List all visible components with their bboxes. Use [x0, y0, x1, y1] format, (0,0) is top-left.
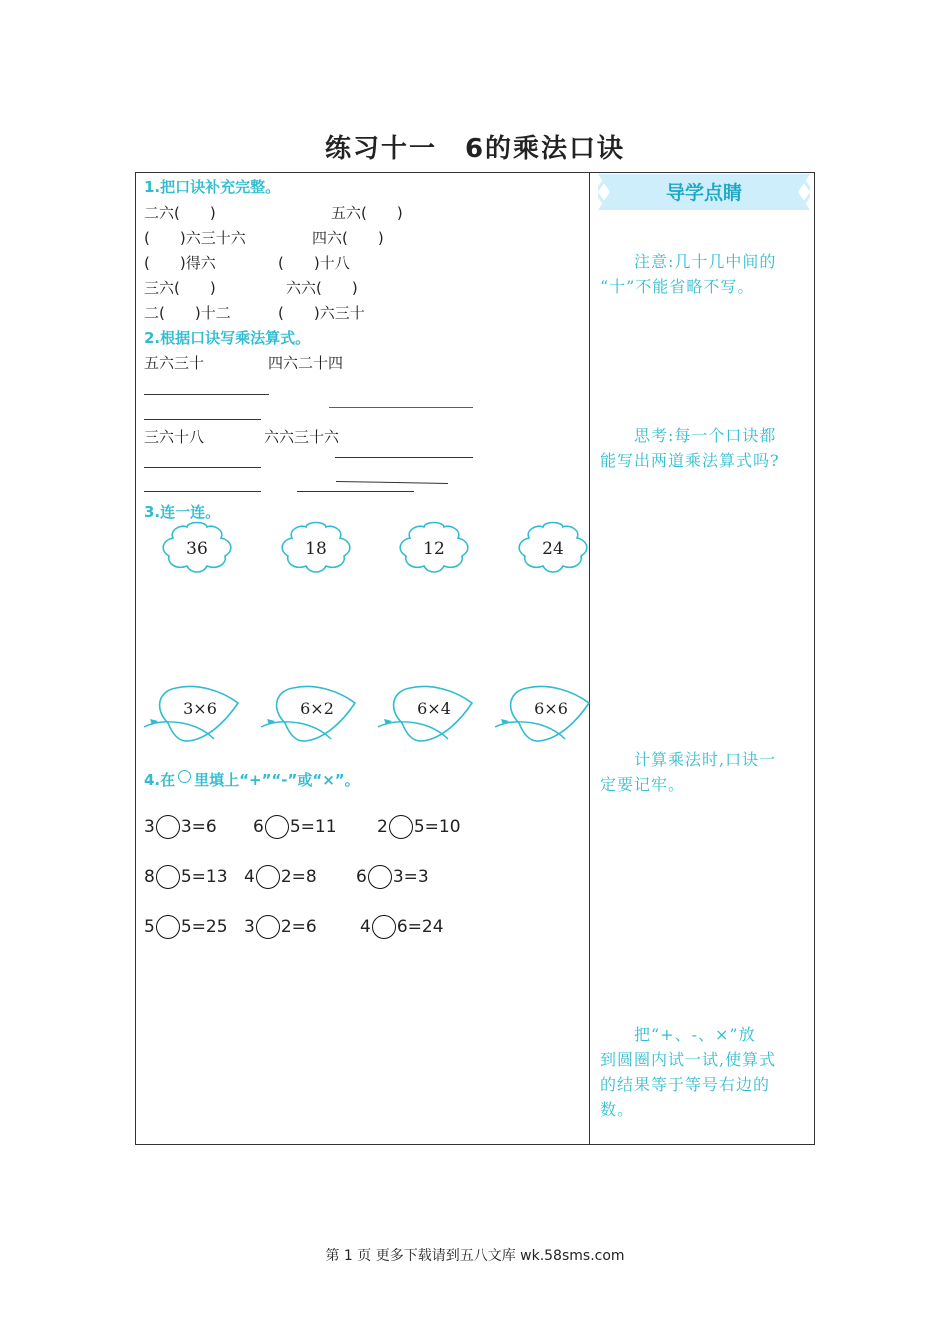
leaf-6x4[interactable] — [376, 683, 476, 745]
answer-line[interactable] — [144, 419, 261, 420]
q1-item: ( )得六 — [144, 254, 216, 272]
q4-equation — [144, 865, 228, 889]
q4-equation — [144, 915, 228, 939]
flower-number: 36 — [186, 539, 208, 559]
operator-circle[interactable] — [156, 815, 180, 839]
operator-circle[interactable] — [265, 815, 289, 839]
guide-note-line: 把“+、-、×”放 — [600, 1025, 756, 1044]
guide-note-line: 的结果等于等号右边的 — [600, 1075, 771, 1094]
flower-number: 24 — [542, 539, 564, 559]
operand: 3 — [244, 917, 255, 937]
equation-rest: 5=25 — [180, 917, 228, 937]
q1-item: 五六( ) — [331, 204, 403, 222]
q1-item: 三六( ) — [144, 279, 216, 297]
operand: 8 — [144, 867, 155, 887]
q2-heading: 2.根据口诀写乘法算式。 — [144, 329, 311, 347]
equation-rest: 6=24 — [396, 917, 444, 937]
q1-item: 四六( ) — [312, 229, 384, 247]
guide-banner-title: 导学点睛 — [665, 182, 743, 204]
q2-rhyme: 五六三十 — [144, 354, 205, 372]
q4-equation — [244, 865, 317, 889]
q1-item: 二( )十二 — [144, 304, 231, 322]
q4-heading-pre: 4.在 — [144, 771, 176, 789]
equation-rest: 5=13 — [180, 867, 228, 887]
leaf-6x2[interactable] — [259, 683, 359, 745]
q1-item: ( )六三十六 — [144, 229, 246, 247]
equation-rest: 3=6 — [180, 817, 217, 837]
leaf-expression: 6×6 — [534, 699, 568, 718]
operand: 5 — [144, 917, 155, 937]
flower-number: 18 — [305, 539, 327, 559]
equation-rest: 5=10 — [413, 817, 461, 837]
operator-circle[interactable] — [389, 815, 413, 839]
page-footer: 第 1 页 更多下载请到五八文库 wk.58sms.com — [325, 1248, 625, 1264]
guide-note-line: 数。 — [600, 1100, 635, 1119]
operator-circle[interactable] — [368, 865, 392, 889]
q2-rhyme: 六六三十六 — [264, 428, 340, 446]
guide-note-line: 到圆圈内试一试,使算式 — [600, 1050, 777, 1069]
guide-banner — [598, 174, 810, 210]
guide-note-line: “十”不能省略不写。 — [600, 277, 755, 296]
operand: 4 — [360, 917, 371, 937]
operand: 6 — [356, 867, 367, 887]
operator-circle[interactable] — [256, 915, 280, 939]
equation-rest: 2=6 — [280, 917, 317, 937]
q4-heading — [144, 769, 360, 790]
operand: 3 — [144, 817, 155, 837]
operator-circle[interactable] — [372, 915, 396, 939]
q1-item: ( )六三十 — [278, 304, 365, 322]
q4-equation — [356, 865, 429, 889]
leaf-3x6[interactable] — [142, 683, 242, 745]
flower-36[interactable] — [157, 520, 237, 574]
small-circle-icon — [178, 770, 191, 783]
guide-note-line: 计算乘法时,口诀一 — [600, 750, 777, 769]
flower-12[interactable] — [394, 520, 474, 574]
answer-line[interactable] — [144, 467, 261, 468]
operand: 2 — [377, 817, 388, 837]
operand: 6 — [253, 817, 264, 837]
guide-note-1 — [600, 249, 776, 299]
answer-line[interactable] — [297, 491, 414, 492]
q4-equation — [253, 815, 337, 839]
guide-note-line: 注意:几十几中间的 — [600, 252, 777, 271]
q1-item: 二六( ) — [144, 204, 216, 222]
guide-note-2 — [600, 423, 780, 473]
page-title: 练习十一 6的乘法口诀 — [324, 134, 626, 164]
guide-note-4 — [600, 1022, 776, 1122]
equation-rest: 2=8 — [280, 867, 317, 887]
q1-heading: 1.把口诀补充完整。 — [144, 178, 281, 196]
q1-item: 六六( ) — [286, 279, 358, 297]
operator-circle[interactable] — [156, 865, 180, 889]
guide-note-line: 思考:每一个口诀都 — [600, 426, 777, 445]
q4-equation — [144, 815, 217, 839]
q4-equation — [377, 815, 461, 839]
leaf-expression: 6×4 — [417, 699, 451, 718]
answer-line[interactable] — [329, 407, 473, 408]
operator-circle[interactable] — [156, 915, 180, 939]
answer-line[interactable] — [335, 457, 473, 458]
q1-item: ( )十八 — [278, 254, 350, 272]
column-divider — [589, 172, 590, 1145]
operand: 4 — [244, 867, 255, 887]
worksheet-frame — [135, 172, 815, 1145]
q2-rhyme: 三六十八 — [144, 428, 205, 446]
flower-18[interactable] — [276, 520, 356, 574]
answer-line[interactable] — [144, 491, 261, 492]
answer-line[interactable] — [144, 394, 269, 395]
leaf-6x6[interactable] — [493, 683, 593, 745]
flower-number: 12 — [423, 539, 445, 559]
equation-rest: 5=11 — [289, 817, 337, 837]
operator-circle[interactable] — [256, 865, 280, 889]
q2-rhyme: 四六二十四 — [268, 354, 344, 372]
guide-note-line: 定要记牢。 — [600, 775, 686, 794]
guide-note-3 — [600, 747, 776, 797]
q4-equation — [244, 915, 317, 939]
leaf-expression: 3×6 — [183, 699, 217, 718]
q4-equation — [360, 915, 444, 939]
guide-note-line: 能写出两道乘法算式吗? — [600, 451, 780, 470]
q4-heading-post: 里填上“+”“-”或“×”。 — [194, 771, 360, 789]
q3-heading: 3.连一连。 — [144, 503, 221, 521]
leaf-expression: 6×2 — [300, 699, 334, 718]
equation-rest: 3=3 — [392, 867, 429, 887]
flower-24[interactable] — [513, 520, 593, 574]
